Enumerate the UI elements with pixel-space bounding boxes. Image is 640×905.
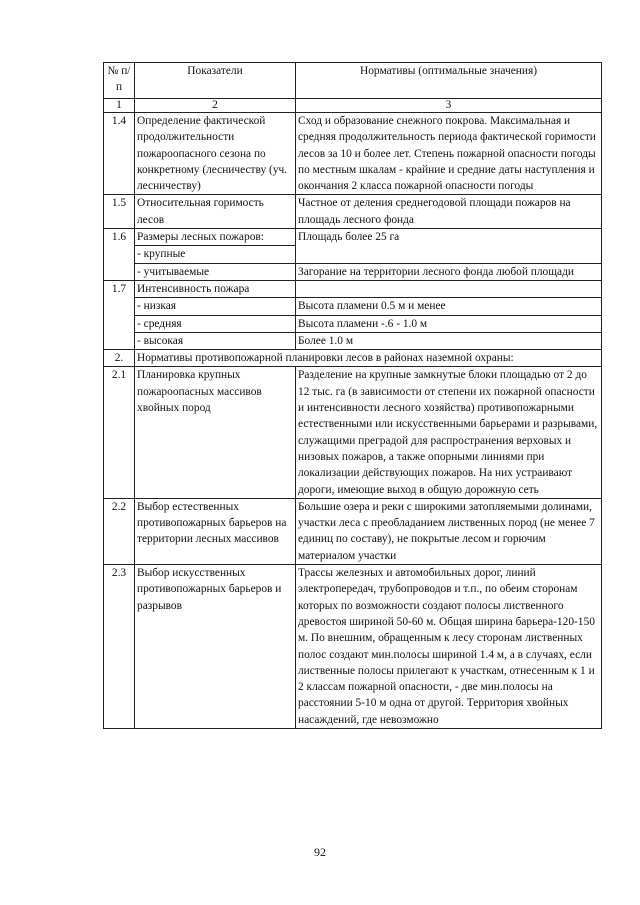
- row-indicator: Выбор искусственных противопожарных барьеров и разрывов: [135, 565, 296, 729]
- row-norm: Более 1.0 м: [296, 332, 602, 349]
- index-1: 1: [104, 99, 135, 113]
- row-indicator: Определение фактической продолжительности пожароопасного сезона по конкретному (лесничеству (уч. лесничеству): [135, 113, 296, 195]
- table-row: [104, 498, 602, 564]
- header-indicators: Показатели: [135, 63, 296, 99]
- table-row: [104, 229, 602, 246]
- row-norm: Разделение на крупные замкнутые блоки площадью от 2 до 12 тыс. га (в зависимости от степени их пожарной опасности и интенсивности лесного хозяйства) противопожарными естественными или искусственными барьерами и разрывами, служащими преградой для распространения верховых и низовых пожаров, а также опорными линиями при локализации действующих пожаров. На них устраивают дороги, имеющие выход в общую дорожную сеть: [296, 367, 602, 498]
- row-indicator: Размеры лесных пожаров:: [135, 229, 296, 246]
- row-indicator: - средняя: [135, 315, 296, 332]
- index-3: 3: [296, 99, 602, 113]
- row-indicator: Выбор естественных противопожарных барьеров на территории лесных массивов: [135, 498, 296, 564]
- row-norm-empty: [296, 280, 602, 297]
- row-indicator: Относительная горимость лесов: [135, 195, 296, 229]
- column-index-row: [104, 99, 602, 113]
- row-number: 1.6: [104, 229, 135, 281]
- table-subrow: [104, 332, 602, 349]
- table-row: [104, 113, 602, 195]
- index-2: 2: [135, 99, 296, 113]
- row-norm: Высота пламени -.6 - 1.0 м: [296, 315, 602, 332]
- table-row: [104, 195, 602, 229]
- table-header-row: [104, 63, 602, 99]
- row-number: 2.: [104, 350, 135, 367]
- table-row: [104, 367, 602, 498]
- table-subrow: [104, 263, 602, 280]
- norms-table: [103, 62, 602, 729]
- row-number: 1.4: [104, 113, 135, 195]
- table-subrow: [104, 298, 602, 315]
- table-row: [104, 280, 602, 297]
- row-number: 1.5: [104, 195, 135, 229]
- row-norm: Частное от деления среднегодовой площади пожаров на площадь лесного фонда: [296, 195, 602, 229]
- row-norm: Большие озера и реки с широкими затопляемыми долинами, участки леса с преобладанием лиственных пород (не менее 7 единиц по составу), не покрытые лесом и горючим материалом участки: [296, 498, 602, 564]
- row-norm: Площадь более 25 га: [296, 229, 602, 264]
- row-norm: Сход и образование снежного покрова. Максимальная и средняя продолжительность периода фактической горимости лесов за 10 и более лет. Степень пожарной опасности погоды по местным шкалам - крайние и средние даты наступления и окончания 2 класса пожарной опасности погоды: [296, 113, 602, 195]
- row-norm: Высота пламени 0.5 м и менее: [296, 298, 602, 315]
- row-number: 1.7: [104, 280, 135, 349]
- row-indicator: - низкая: [135, 298, 296, 315]
- page-number: 92: [314, 845, 326, 859]
- row-indicator: Интенсивность пожара: [135, 280, 296, 297]
- row-number: 2.3: [104, 565, 135, 729]
- row-number: 2.1: [104, 367, 135, 498]
- section-row: [104, 350, 602, 367]
- row-indicator: Планировка крупных пожароопасных массивов хвойных пород: [135, 367, 296, 498]
- row-number: 2.2: [104, 498, 135, 564]
- table-row: [104, 565, 602, 729]
- row-indicator: - крупные: [135, 246, 296, 263]
- row-indicator: - учитываемые: [135, 263, 296, 280]
- header-norms: Нормативы (оптимальные значения): [296, 63, 602, 99]
- row-norm: Загорание на территории лесного фонда любой площади: [296, 263, 602, 280]
- table-subrow: [104, 315, 602, 332]
- header-number: № п/п: [104, 63, 135, 99]
- row-indicator: - высокая: [135, 332, 296, 349]
- section-title: Нормативы противопожарной планировки лесов в районах наземной охраны:: [135, 350, 602, 367]
- row-norm: Трассы железных и автомобильных дорог, линий электропередач, трубопроводов и т.п., по обеим сторонам которых по возможности создают полосы лиственного древостоя шириной 50-60 м. Общая ширина барьера-120-150 м. По внешним, обращенным к лесу сторонам лиственных полос создают мин.полосы шириной 1.4 м, а в случаях, если лиственные полосы прилегают к участкам, отнесенным к 1 и 2 классам пожарной опасности, - две мин.полосы на расстоянии 5-10 м одна от другой. Территория хвойных насаждений, где невозможно: [296, 565, 602, 729]
